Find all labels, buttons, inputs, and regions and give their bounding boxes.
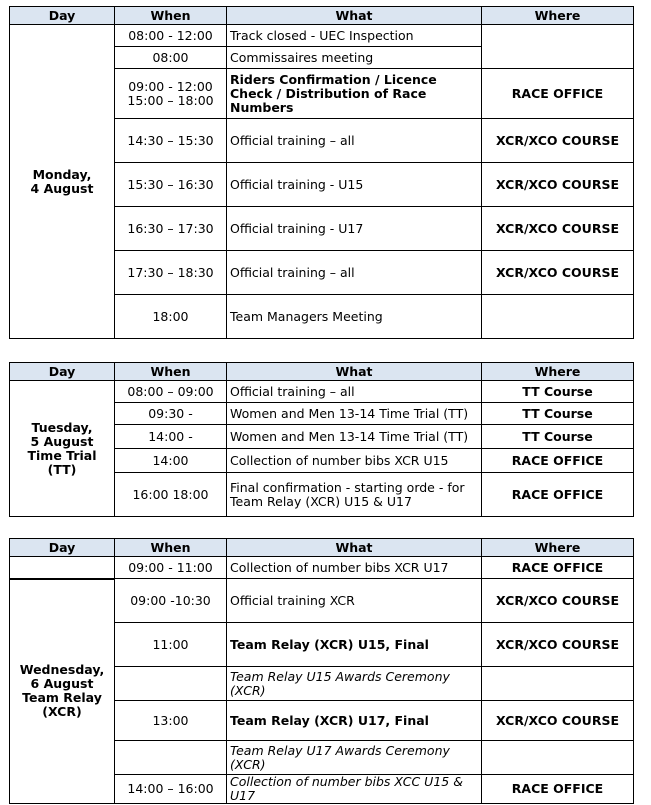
when-cell: 14:00 -	[115, 425, 227, 449]
what-cell: Team Relay (XCR) U17, Final	[227, 701, 482, 741]
where-cell	[482, 667, 634, 701]
day-cell: Monday, 4 August	[10, 25, 115, 339]
schedule-table-tuesday	[9, 362, 634, 517]
what-cell: Team Relay U17 Awards Ceremony (XCR)	[227, 741, 482, 775]
when-cell: 09:30 -	[115, 403, 227, 425]
what-cell: Team Relay U15 Awards Ceremony (XCR)	[227, 667, 482, 701]
schedule-table-wednesday	[9, 538, 634, 804]
when-cell: 14:30 – 15:30	[115, 119, 227, 163]
where-cell: XCR/XCO COURSE	[482, 251, 634, 295]
what-cell: Team Managers Meeting	[227, 295, 482, 339]
what-cell: Official training – all	[227, 251, 482, 295]
header-row	[10, 7, 634, 25]
when-cell: 09:00 - 11:00	[115, 557, 227, 579]
when-cell: 18:00	[115, 295, 227, 339]
where-cell: RACE OFFICE	[482, 775, 634, 804]
header-day: Day	[10, 363, 115, 381]
header-what: What	[227, 539, 482, 557]
when-cell: 09:00 - 12:00 15:00 – 18:00	[115, 69, 227, 119]
where-cell: RACE OFFICE	[482, 557, 634, 579]
where-cell: XCR/XCO COURSE	[482, 119, 634, 163]
what-cell: Collection of number bibs XCR U17	[227, 557, 482, 579]
when-cell: 09:00 -10:30	[115, 579, 227, 623]
day-cell: Tuesday, 5 August Time Trial (TT)	[10, 381, 115, 517]
where-cell	[482, 295, 634, 339]
what-cell: Official training XCR	[227, 579, 482, 623]
when-cell: 08:00	[115, 47, 227, 69]
what-cell: Track closed - UEC Inspection	[227, 25, 482, 47]
when-cell: 17:30 – 18:30	[115, 251, 227, 295]
when-cell: 16:30 – 17:30	[115, 207, 227, 251]
header-where: Where	[482, 363, 634, 381]
day-cell-empty	[10, 557, 115, 579]
table-row	[10, 25, 634, 47]
where-cell	[482, 25, 634, 69]
header-when: When	[115, 7, 227, 25]
header-when: When	[115, 363, 227, 381]
where-cell: TT Course	[482, 403, 634, 425]
where-cell: TT Course	[482, 381, 634, 403]
day-cell: Wednesday, 6 August Team Relay (XCR)	[10, 579, 115, 804]
header-what: What	[227, 363, 482, 381]
when-cell: 08:00 – 09:00	[115, 381, 227, 403]
when-cell: 16:00 18:00	[115, 473, 227, 517]
what-cell: Final confirmation - starting orde - for Team Relay (XCR) U15 & U17	[227, 473, 482, 517]
table-row	[10, 579, 634, 623]
where-cell: XCR/XCO COURSE	[482, 163, 634, 207]
when-cell: 08:00 - 12:00	[115, 25, 227, 47]
where-cell: RACE OFFICE	[482, 69, 634, 119]
table-row	[10, 557, 634, 579]
where-cell: RACE OFFICE	[482, 473, 634, 517]
header-row	[10, 539, 634, 557]
what-cell: Women and Men 13-14 Time Trial (TT)	[227, 403, 482, 425]
what-cell: Team Relay (XCR) U15, Final	[227, 623, 482, 667]
what-cell: Official training - U17	[227, 207, 482, 251]
when-cell: 14:00 – 16:00	[115, 775, 227, 804]
where-cell: XCR/XCO COURSE	[482, 623, 634, 667]
when-cell: 11:00	[115, 623, 227, 667]
header-day: Day	[10, 539, 115, 557]
where-cell: RACE OFFICE	[482, 449, 634, 473]
header-day: Day	[10, 7, 115, 25]
schedule-table-monday	[9, 6, 634, 339]
what-cell: Commissaires meeting	[227, 47, 482, 69]
when-cell	[115, 667, 227, 701]
when-cell: 15:30 – 16:30	[115, 163, 227, 207]
where-cell: TT Course	[482, 425, 634, 449]
what-cell: Women and Men 13-14 Time Trial (TT)	[227, 425, 482, 449]
what-cell: Collection of number bibs XCR U15	[227, 449, 482, 473]
when-cell: 14:00	[115, 449, 227, 473]
when-cell: 13:00	[115, 701, 227, 741]
what-cell: Official training – all	[227, 381, 482, 403]
where-cell: XCR/XCO COURSE	[482, 207, 634, 251]
header-row	[10, 363, 634, 381]
header-what: What	[227, 7, 482, 25]
where-cell	[482, 741, 634, 775]
header-when: When	[115, 539, 227, 557]
header-where: Where	[482, 539, 634, 557]
where-cell: XCR/XCO COURSE	[482, 579, 634, 623]
what-cell: Official training - U15	[227, 163, 482, 207]
table-row	[10, 381, 634, 403]
where-cell: XCR/XCO COURSE	[482, 701, 634, 741]
what-cell: Official training – all	[227, 119, 482, 163]
when-cell	[115, 741, 227, 775]
header-where: Where	[482, 7, 634, 25]
what-cell: Riders Confirmation / Licence Check / Distribution of Race Numbers	[227, 69, 482, 119]
what-cell: Collection of number bibs XCC U15 & U17	[227, 775, 482, 804]
